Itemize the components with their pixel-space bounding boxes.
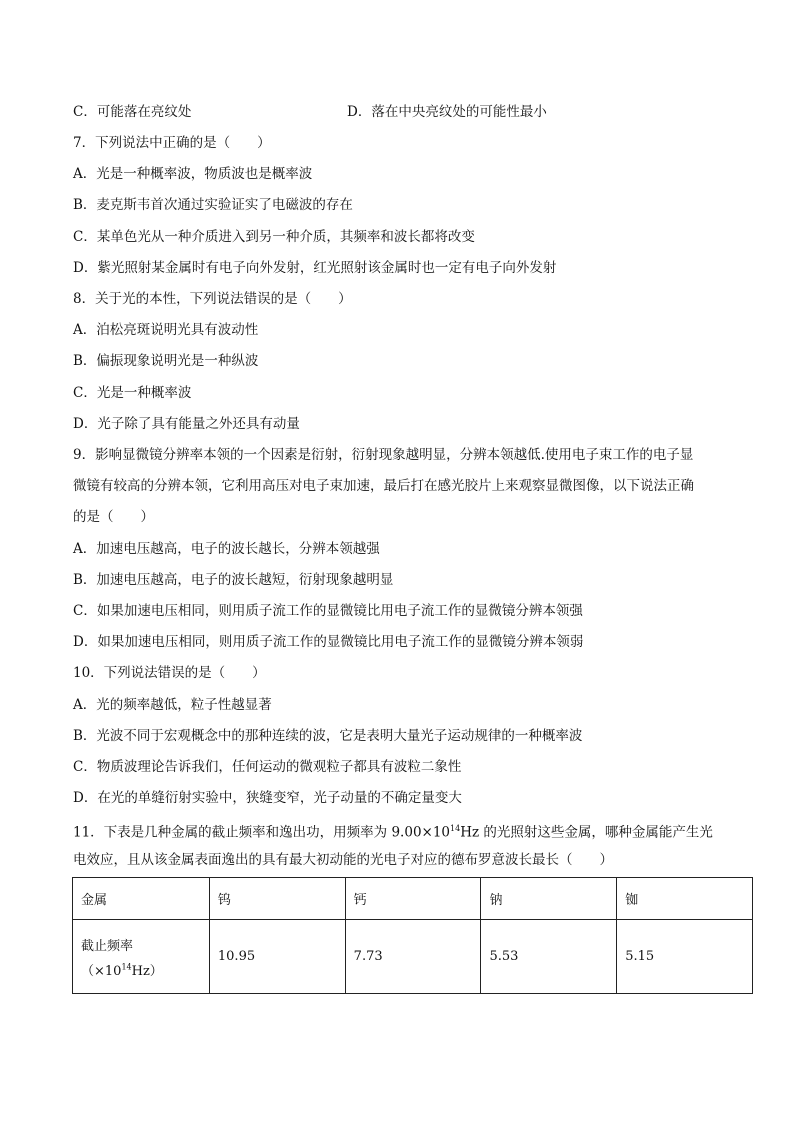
q8-option-b: B．偏振现象说明光是一种纵波 (73, 353, 259, 369)
q8-option-c: C．光是一种概率波 (73, 385, 192, 401)
table-cell: 10.95 (209, 920, 345, 994)
q8-option-d: D．光子除了具有能量之外还具有动量 (73, 416, 300, 432)
q11-stem-line-1 (73, 819, 713, 843)
row-unit-text-1: （×10 (81, 963, 122, 979)
row-label: 截止频率 (81, 938, 134, 954)
row-unit (81, 960, 209, 979)
q8-stem: 8．关于光的本性，下列说法错误的是（ ） (73, 291, 352, 307)
q9-option-a: A．加速电压越高，电子的波长越长，分辨本领越强 (73, 541, 380, 557)
row-label-cell (73, 920, 210, 994)
q9-stem-line-3: 的是（ ） (73, 509, 154, 525)
table-cell: 5.15 (617, 920, 753, 994)
q10-option-c: C．物质波理论告诉我们，任何运动的微观粒子都具有波粒二象性 (73, 759, 462, 775)
q11-stem-text-2: Hz 的光照射这些金属，哪种金属能产生光 (460, 824, 713, 841)
table-cell: 5.53 (481, 920, 617, 994)
q7-option-a: A．光是一种概率波，物质波也是概率波 (73, 166, 313, 182)
q6-options-cd (73, 102, 753, 122)
q7-option-d: D．紫光照射某金属时有电子向外发射，红光照射该金属时也一定有电子向外发射 (73, 260, 557, 276)
metal-threshold-table (72, 877, 753, 994)
q11-stem-line-2: 电效应，且从该金属表面逸出的具有最大初动能的光电子对应的德布罗意波长最长（ ） (73, 852, 613, 868)
table-header-cell: 铷 (617, 878, 753, 920)
q6-option-c: C．可能落在亮纹处 (73, 104, 192, 120)
q9-option-d: D．如果加速电压相同，则用质子流工作的显微镜比用电子流工作的显微镜分辨本领弱 (73, 634, 584, 650)
table-header-cell: 钙 (345, 878, 481, 920)
q6-option-d: D．落在中央亮纹处的可能性最小 (347, 104, 547, 120)
q9-option-b: B．加速电压越高，电子的波长越短，衍射现象越明显 (73, 572, 394, 588)
q10-stem: 10．下列说法错误的是（ ） (73, 665, 266, 681)
table-cell: 7.73 (345, 920, 481, 994)
table-header-cell: 钨 (209, 878, 345, 920)
row-unit-text-2: Hz） (131, 963, 163, 979)
q11-stem-text-1: 11．下表是几种金属的截止频率和逸出功，用频率为 9.00×10 (73, 824, 451, 841)
q10-option-d: D．在光的单缝衍射实验中，狭缝变窄，光子动量的不确定量变大 (73, 790, 462, 806)
q9-stem-line-2: 微镜有较高的分辨本领，它利用高压对电子束加速，最后打在感光胶片上来观察显微图像，以下说法正确 (73, 478, 694, 494)
table-row (73, 920, 753, 994)
q10-option-a: A．光的频率越低，粒子性越显著 (73, 697, 272, 713)
q7-stem: 7．下列说法中正确的是（ ） (73, 135, 271, 151)
q8-option-a: A．泊松亮斑说明光具有波动性 (73, 322, 259, 338)
q10-option-b: B．光波不同于宏观概念中的那种连续的波，它是表明大量光子运动规律的一种概率波 (73, 728, 583, 744)
row-unit-exponent: 14 (121, 962, 132, 972)
q9-stem-line-1: 9．影响显微镜分辨率本领的一个因素是衍射，衍射现象越明显，分辨本领越低.使用电子束工作的电子显 (73, 447, 694, 463)
q7-option-b: B．麦克斯韦首次通过实验证实了电磁波的存在 (73, 197, 353, 213)
table-header-row (73, 878, 753, 920)
table-header-cell: 钠 (481, 878, 617, 920)
q9-option-c: C．如果加速电压相同，则用质子流工作的显微镜比用电子流工作的显微镜分辨本领强 (73, 603, 583, 619)
q7-option-c: C．某单色光从一种介质进入到另一种介质，其频率和波长都将改变 (73, 229, 475, 245)
q11-exponent: 14 (450, 824, 461, 833)
table-header-cell: 金属 (73, 878, 210, 920)
